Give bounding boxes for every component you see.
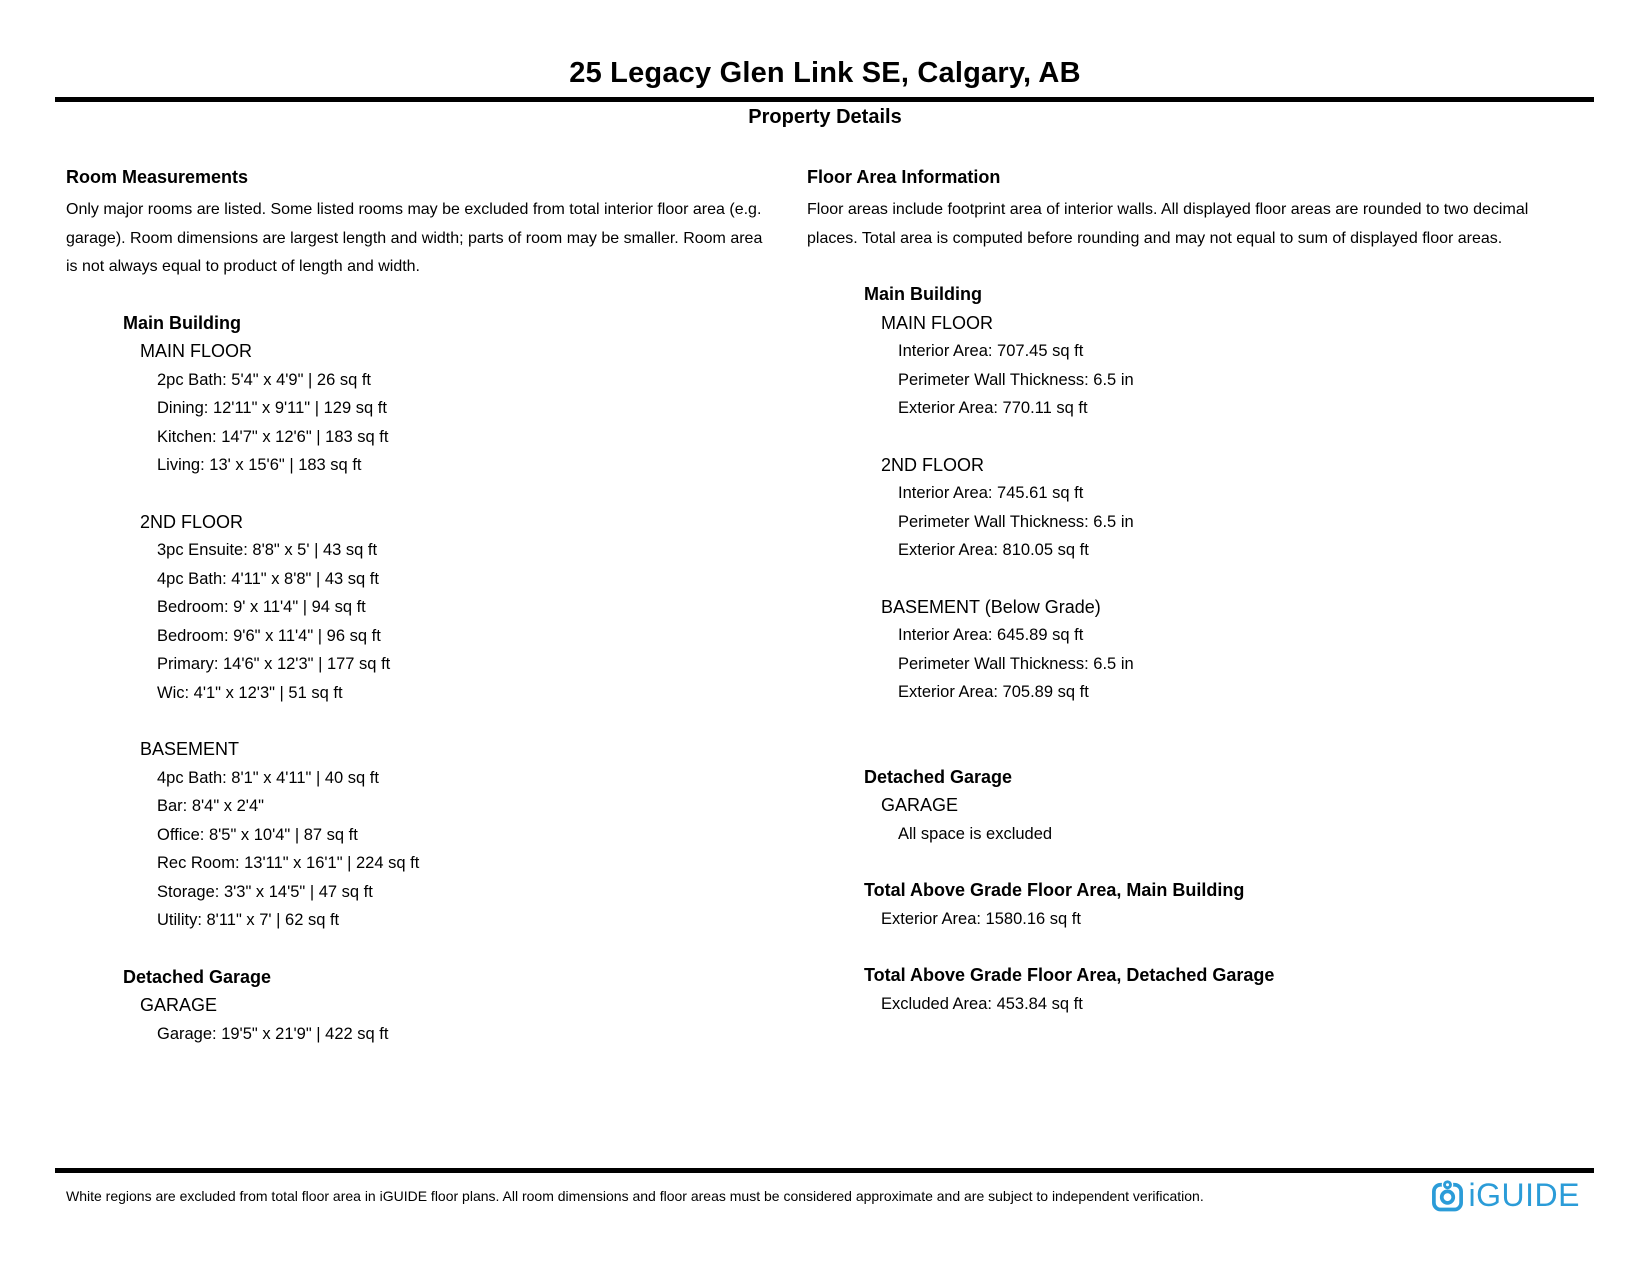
floor-area-detail: All space is excluded xyxy=(898,824,1053,843)
building-name: Detached Garage xyxy=(864,766,1013,787)
footer-disclaimer: White regions are excluded from total floor area in iGUIDE floor plans. All room dimensions and floor areas must be considered approximate and are subject to independent verification. xyxy=(66,1188,1204,1204)
room-measurement: Rec Room: 13'11" x 16'1" | 224 sq ft xyxy=(157,854,420,872)
room-measurement: Dining: 12'11" x 9'11" | 129 sq ft xyxy=(157,399,387,417)
room-measurement: 4pc Bath: 8'1" x 4'11" | 40 sq ft xyxy=(157,768,379,787)
floor-area-detail: Interior Area: 645.89 sq ft xyxy=(898,626,1084,644)
total-value: Exterior Area: 1580.16 sq ft xyxy=(881,909,1081,928)
room-measurement: Bedroom: 9'6" x 11'4" | 96 sq ft xyxy=(157,626,381,645)
floor-name: 2ND FLOOR xyxy=(881,454,985,475)
room-measurement: 2pc Bath: 5'4" x 4'9" | 26 sq ft xyxy=(157,370,372,389)
room-measurement: Office: 8'5" x 10'4" | 87 sq ft xyxy=(157,825,358,844)
floor-name: BASEMENT xyxy=(140,739,240,759)
total-heading: Total Above Grade Floor Area, Detached Garage xyxy=(864,965,1275,985)
floor-garage xyxy=(140,991,774,1048)
room-measurements-description: Only major rooms are listed. Some listed rooms may be excluded from total interior floor area (e.g. garage). Room dimensions are largest length and width; parts of room may be smaller. Room area is not always equal to product of length and width. xyxy=(66,201,763,275)
room-measurement: Storage: 3'3" x 14'5" | 47 sq ft xyxy=(157,882,373,901)
building-main xyxy=(123,309,774,935)
floor-area-detail: Perimeter Wall Thickness: 6.5 in xyxy=(898,654,1134,673)
building-detached-garage xyxy=(864,763,1539,849)
page-subtitle: Property Details xyxy=(748,106,902,128)
floor-area-information-section xyxy=(807,165,1539,1018)
floor-name: GARAGE xyxy=(140,995,218,1015)
building-main xyxy=(864,280,1539,707)
floor-main-floor xyxy=(140,337,774,480)
room-measurement: Bedroom: 9' x 11'4" | 94 sq ft xyxy=(157,598,366,616)
floor-area-heading: Floor Area Information xyxy=(807,167,1001,187)
iguide-logo-text: iGUIDE xyxy=(1468,1177,1580,1213)
room-measurement: Kitchen: 14'7" x 12'6" | 183 sq ft xyxy=(157,427,389,446)
building-name: Main Building xyxy=(864,284,982,304)
floor-area-detail: Exterior Area: 770.11 sq ft xyxy=(898,399,1088,417)
room-measurement: Bar: 8'4" x 2'4" xyxy=(157,797,264,815)
floor-name: MAIN FLOOR xyxy=(881,312,994,333)
floor-area-detail: Interior Area: 707.45 sq ft xyxy=(898,342,1084,360)
building-name: Main Building xyxy=(123,312,241,333)
footer-divider xyxy=(55,1168,1594,1173)
room-measurement: Garage: 19'5" x 21'9" | 422 sq ft xyxy=(157,1024,389,1043)
page-title: 25 Legacy Glen Link SE, Calgary, AB xyxy=(569,57,1081,89)
room-measurements-section xyxy=(66,165,774,1048)
building-name: Detached Garage xyxy=(123,966,272,987)
room-measurement: Primary: 14'6" x 12'3" | 177 sq ft xyxy=(157,655,391,673)
room-measurement: Living: 13' x 15'6" | 183 sq ft xyxy=(157,456,362,474)
floor-name: BASEMENT (Below Grade) xyxy=(881,596,1101,617)
floor-area-detail: Interior Area: 745.61 sq ft xyxy=(898,484,1084,502)
total-detached-garage xyxy=(864,961,1539,1018)
floor-main-floor xyxy=(881,309,1539,423)
floor-basement xyxy=(140,735,774,935)
floor-area-detail: Exterior Area: 810.05 sq ft xyxy=(898,541,1089,559)
room-measurement: Utility: 8'11" x 7' | 62 sq ft xyxy=(157,911,340,929)
floor-area-detail: Perimeter Wall Thickness: 6.5 in xyxy=(898,370,1134,389)
iguide-logo xyxy=(1431,1178,1580,1212)
iguide-camera-icon xyxy=(1431,1179,1464,1212)
room-measurement: 3pc Ensuite: 8'8" x 5' | 43 sq ft xyxy=(157,541,378,559)
floor-name: MAIN FLOOR xyxy=(140,341,253,361)
building-detached-garage xyxy=(123,963,774,1049)
floor-area-description: Floor areas include footprint area of interior walls. All displayed floor areas are rounded to two decimal places. Total area is computed before rounding and may not equal to sum of displayed floor areas. xyxy=(807,201,1529,247)
floor-2nd-floor xyxy=(140,508,774,708)
floor-basement xyxy=(881,593,1539,707)
floor-name: 2ND FLOOR xyxy=(140,511,244,532)
floor-name: GARAGE xyxy=(881,795,959,815)
header-divider xyxy=(55,97,1594,102)
total-main-building xyxy=(864,876,1539,933)
floor-garage xyxy=(881,791,1539,848)
total-heading: Total Above Grade Floor Area, Main Building xyxy=(864,880,1245,900)
floor-area-detail: Exterior Area: 705.89 sq ft xyxy=(898,683,1089,701)
room-measurement: Wic: 4'1" x 12'3" | 51 sq ft xyxy=(157,683,343,702)
total-value: Excluded Area: 453.84 sq ft xyxy=(881,994,1083,1013)
room-measurements-heading: Room Measurements xyxy=(66,167,249,187)
room-measurement: 4pc Bath: 4'11" x 8'8" | 43 sq ft xyxy=(157,569,379,588)
floor-area-detail: Perimeter Wall Thickness: 6.5 in xyxy=(898,512,1134,531)
floor-2nd-floor xyxy=(881,451,1539,565)
